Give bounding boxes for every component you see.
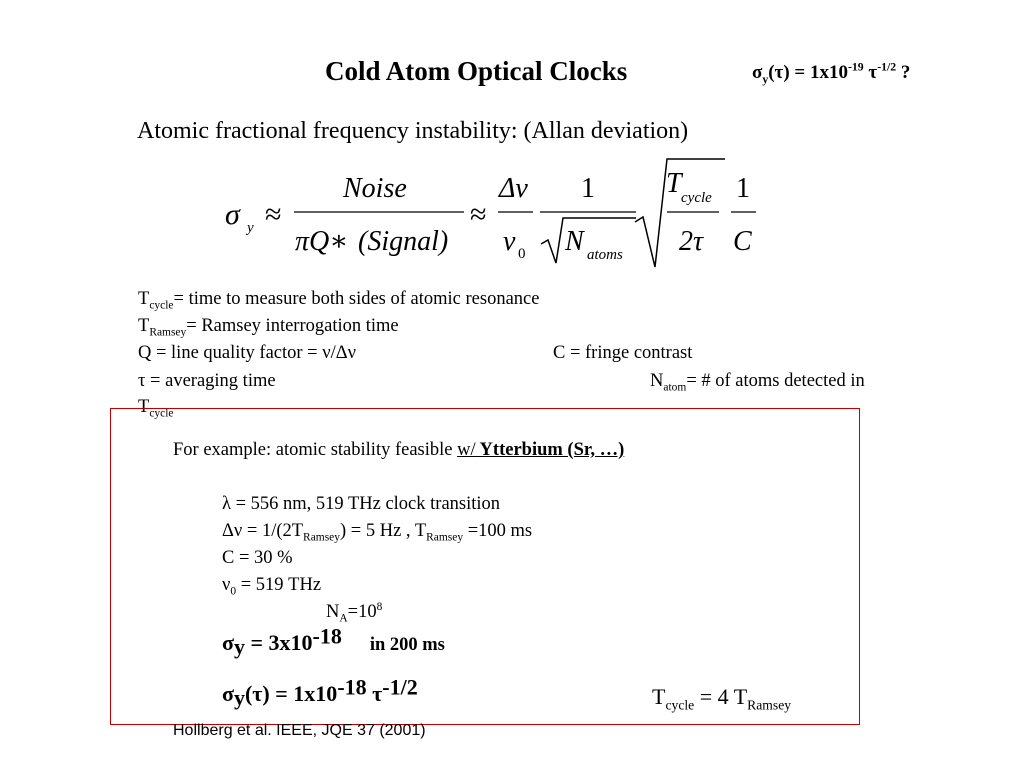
formula-one-2: 1 bbox=[736, 173, 750, 204]
definition-tramsey: $T_{Ramsey}=$ Ramsey interrogation time bbox=[138, 316, 399, 339]
formula-t: T bbox=[666, 168, 682, 199]
formula-n: N bbox=[565, 226, 584, 257]
section-heading: Atomic fractional frequency instability: (Allan deviation) bbox=[137, 118, 689, 144]
example-stability: $\sigma_y = 3x10^{-18}$ in 200 ms bbox=[222, 623, 445, 660]
reference-citation: Hollberg et al. IEEE, JQE 37 (2001) bbox=[173, 722, 426, 739]
formula-sigma-sub: y bbox=[247, 220, 254, 236]
allan-deviation-formula bbox=[215, 150, 775, 280]
example-wavelength: λ = 556 nm, 519 THz clock transition bbox=[222, 494, 501, 514]
definition-natom: $N_{atom}=$ # of atoms detected in bbox=[650, 371, 865, 394]
definition-tau: τ = averaging time bbox=[138, 371, 276, 391]
formula-nu: ν bbox=[503, 226, 516, 257]
formula-one-1: 1 bbox=[581, 173, 595, 204]
formula-two-tau: 2τ bbox=[679, 226, 704, 257]
definition-tcycle-wrap: $T_{cycle}$ bbox=[138, 397, 174, 420]
sigma-target: $\sigma_y(\tau) = 1x10^{-19}$ $\tau^{-1/2}$ ? bbox=[752, 60, 911, 86]
example-atom-number: $N_A=10^8$ bbox=[326, 600, 383, 625]
definition-c: C = fringe contrast bbox=[553, 343, 693, 363]
formula-noise: Noise bbox=[343, 173, 407, 204]
example-contrast: C = 30 % bbox=[222, 548, 293, 568]
formula-approx-2: ≈ bbox=[470, 198, 487, 231]
example-allan-result: $\sigma_y(\tau) = 1x10^{-18}$ $\tau^{-1/2}$ bbox=[222, 674, 418, 711]
formula-approx-1: ≈ bbox=[265, 198, 282, 231]
formula-sigma: σ bbox=[225, 198, 240, 231]
formula-c: C bbox=[733, 226, 752, 257]
formula-t-sub: cycle bbox=[681, 190, 712, 206]
formula-signal: (Signal) bbox=[358, 226, 449, 257]
formula-nu-sub: 0 bbox=[518, 246, 526, 262]
example-tcycle-relation: $T_{cycle} = 4$ $T_{Ramsey}$ bbox=[652, 684, 792, 713]
definition-q: Q = line quality factor = ν/Δν bbox=[138, 343, 356, 363]
formula-pi-q: πQ∗ bbox=[295, 226, 349, 257]
formula-n-sub: atoms bbox=[587, 247, 623, 263]
example-frequency: $\nu_0 = 519$ THz bbox=[222, 575, 322, 598]
formula-delta-nu: Δν bbox=[499, 173, 528, 204]
example-linewidth: $\Delta\nu = 1/(2T_{Ramsey}) = 5$ Hz , $T_{Ramsey} =100$ ms bbox=[222, 521, 533, 544]
example-intro: For example: atomic stability feasible w/ Ytterbium (Sr, …) bbox=[173, 440, 625, 460]
page-title: Cold Atom Optical Clocks bbox=[325, 56, 628, 86]
definition-tcycle: $T_{cycle}=$ time to measure both sides of atomic resonance bbox=[138, 289, 540, 312]
